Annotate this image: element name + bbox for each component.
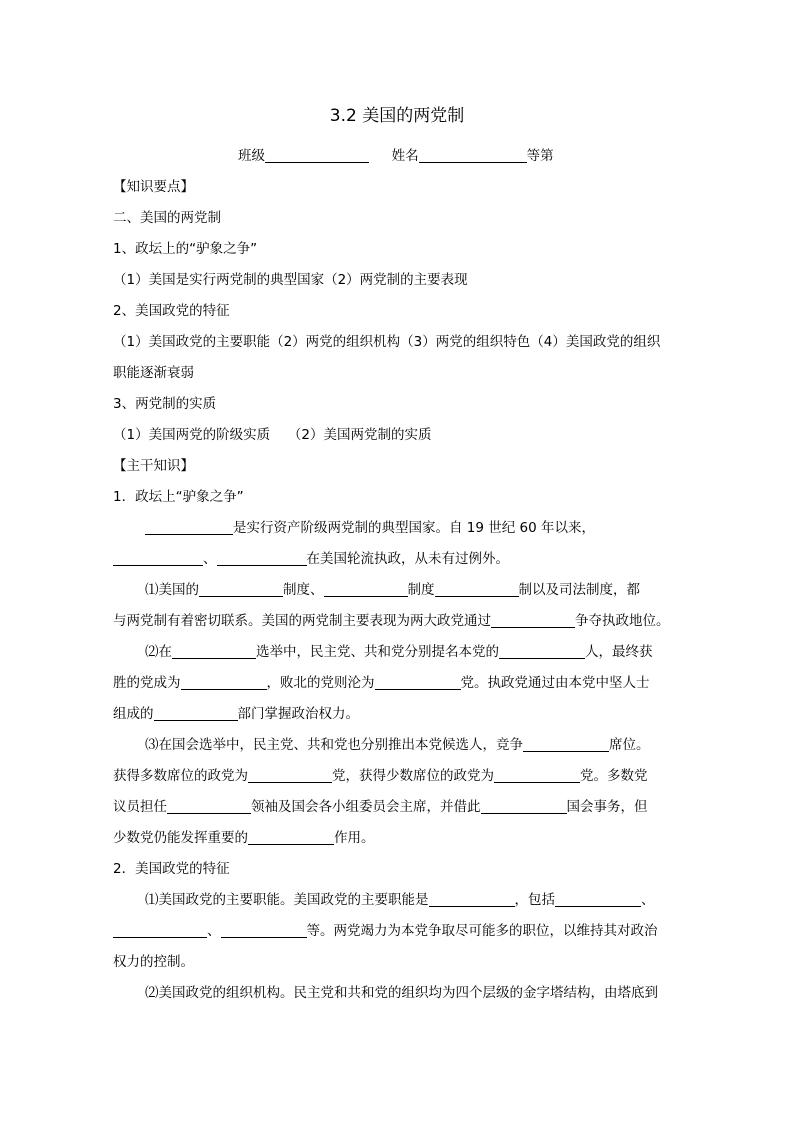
paragraph-5-line-2: 、 等。两党竭力为本党争取尽可能多的职位，以维持其对政治: [113, 921, 684, 941]
paragraph-4-line-2: 获得多数席位的政党为 党，获得少数席位的政党为 党。多数党: [113, 768, 648, 784]
fill-blank[interactable]: [167, 799, 251, 814]
outline-heading-1: 1、政坛上的“驴象之争”: [113, 241, 258, 257]
paragraph-1-line-2: 、 在美国轮流执政，从未有过例外。: [113, 549, 684, 569]
fill-blank[interactable]: [113, 923, 207, 938]
outline-items-3: （1）美国两党的阶级实质 （2）美国两党制的实质: [113, 427, 432, 443]
fill-blank[interactable]: [221, 923, 307, 938]
outline-items-2a: （1）美国政党的主要职能（2）两党的组织机构（3）两党的组织特色（4）美国政党的组织: [113, 334, 661, 350]
outline-items-2b: 职能逐渐衰弱: [113, 365, 194, 381]
fill-blank[interactable]: [248, 830, 334, 845]
section-title-outline: 【知识要点】: [113, 179, 194, 195]
name-field[interactable]: [419, 148, 527, 163]
name-label: 姓名: [391, 148, 419, 164]
paragraph-1-line-1: 是实行资产阶级两党制的典型国家。自 19 世纪 60 年以来，: [145, 518, 684, 538]
fill-blank[interactable]: [217, 551, 307, 566]
outline-heading-2: 2、美国政党的特征: [113, 303, 230, 319]
fill-blank[interactable]: [499, 644, 585, 659]
fill-blank[interactable]: [494, 768, 580, 783]
outline-heading-3: 3、两党制的实质: [113, 396, 217, 412]
paragraph-5-line-1: ⑴美国政党的主要职能。美国政党的主要职能是 ，包括 、: [145, 892, 655, 908]
fill-blank[interactable]: [523, 737, 609, 752]
fill-blank[interactable]: [172, 644, 256, 659]
rank-label: 等第: [526, 148, 554, 164]
fill-blank[interactable]: [154, 706, 238, 721]
fill-blank[interactable]: [435, 582, 519, 597]
fill-blank[interactable]: [324, 582, 408, 597]
paragraph-4-line-3: 议员担任 领袖及国会各小组委员会主席，并借此 国会事务，但: [113, 799, 648, 815]
paragraph-3-line-2: 胜的党成为 ，败北的党则沦为 党。执政党通过由本党中坚人士: [113, 675, 650, 691]
paragraph-3-line-3: 组成的 部门掌握政治权力。: [113, 706, 359, 722]
paragraph-2-line-2: 与两党制有着密切联系。美国的两党制主要表现为两大政党通过 争夺执政地位。: [113, 613, 670, 629]
fill-blank[interactable]: [491, 613, 575, 628]
paragraph-6-line-1: ⑵美国政党的组织机构。民主党和共和党的组织均为四个层级的金字塔结构，由塔底到: [145, 985, 658, 1001]
paragraph-4-line-4: 少数党仍能发挥重要的 作用。: [113, 830, 375, 846]
fill-blank[interactable]: [181, 675, 267, 690]
paragraph-5-line-3: 权力的控制。: [113, 954, 194, 970]
paragraph-2-line-1: ⑴美国的 制度、 制度 制以及司法制度，都: [145, 582, 640, 598]
fill-blank[interactable]: [248, 768, 332, 783]
fill-blank[interactable]: [481, 799, 567, 814]
paragraph-4-line-1: ⑶在国会选举中，民主党、共和党也分别推出本党候选人，竞争 席位。: [145, 737, 650, 753]
fill-blank[interactable]: [145, 520, 233, 535]
fill-blank[interactable]: [375, 675, 461, 690]
outline-items-1: （1）美国是实行两党制的典型国家（2）两党制的主要表现: [113, 272, 468, 288]
main-heading-2: 2．美国政党的特征: [113, 861, 230, 877]
page-title: 3.2 美国的两党制: [329, 106, 465, 126]
student-info-row: [238, 146, 684, 166]
fill-blank[interactable]: [199, 582, 283, 597]
paragraph-3-line-1: ⑵在 选举中，民主党、共和党分别提名本党的 人，最终获: [145, 644, 653, 660]
chapter-heading: 二、美国的两党制: [113, 210, 221, 226]
class-label: 班级: [238, 148, 265, 164]
section-title-main: 【主干知识】: [113, 458, 194, 474]
fill-blank[interactable]: [555, 892, 641, 907]
class-field[interactable]: [265, 148, 369, 163]
fill-blank[interactable]: [429, 892, 515, 907]
fill-blank[interactable]: [113, 551, 203, 566]
main-heading-1: 1．政坛上“驴象之争”: [113, 489, 244, 505]
